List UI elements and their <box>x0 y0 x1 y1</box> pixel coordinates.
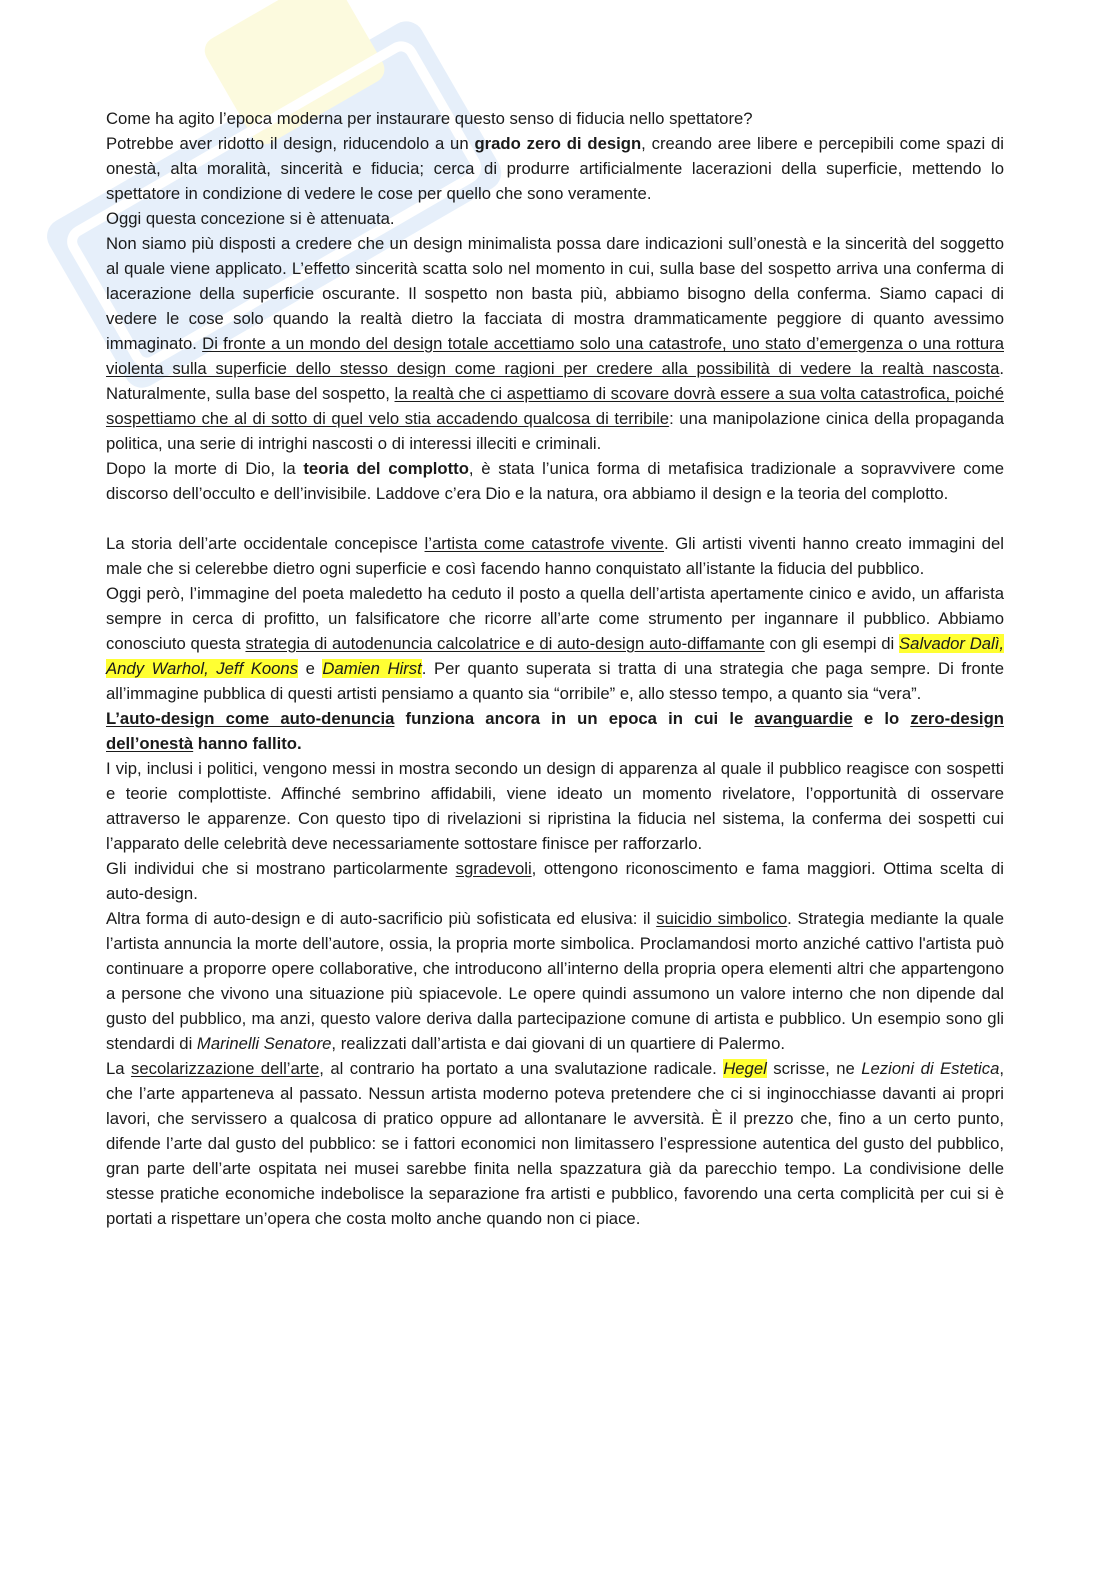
highlighted-name: Damien Hirst <box>322 659 422 678</box>
paragraph-1: Come ha agito l’epoca moderna per instaurare questo senso di fiducia nello spettatore? <box>106 109 753 128</box>
highlighted-names: Salvador Dalì, Andy Warhol, Jeff Koons <box>106 634 1005 678</box>
underlined-term: zero-design dell’onestà <box>106 709 1004 753</box>
paragraph-3: Oggi questa concezione si è attenuata. <box>106 209 395 228</box>
underlined-term: avanguardie <box>754 709 853 728</box>
underlined-term: suicidio simbolico <box>656 909 788 928</box>
paragraph-9: I vip, inclusi i politici, vengono messi in mostra secondo un design di apparenza al quale il pubblico reagisce con sospetti e teorie complottiste. Affinché sembrino affidabili, viene ideato un momento rivelatore, l’opportunità di osservare attraverso le apparenze. Con questo tipo di rivelazioni si ripristina la fiducia nel sistema, la conferma dei sospetti cui l’apparato delle celebrità deve necessariamente sottostare finisce per rafforzarlo. <box>106 759 1004 853</box>
highlighted-name: Hegel <box>723 1059 767 1078</box>
italic-title: Lezioni di Estetica <box>861 1059 1000 1078</box>
underlined-passage: strategia di autodenuncia calcolatrice e di auto-design auto-diffamante <box>245 634 765 653</box>
underlined-passage: l’artista come catastrofe vivente <box>424 534 665 553</box>
paragraph-11: Altra forma di auto-design e di auto-sacrificio più sofisticata ed elusiva: il suicidio simbolico. Strategia mediante la quale l’artista annuncia la morte dell’autore, ossia, la propria morte simbolica. Proclamandosi morto anziché cattivo l'artista può continuare a proporre opere collaborative, che introducono all’interno della propria opera elementi altri che appartengono a persone che vivono una situazione più spiacevole. Le opere quindi assumono un valore interno che non dipende dal gusto del pubblico, ma anzi, questo valore deriva dalla partecipazione comune di artista e pubblico. Un esempio sono gli stendardi di Marinelli Senatore, realizzati dall’artista e dai giovani di un quartiere di Palermo. <box>106 909 1005 1053</box>
bold-term: teoria del complotto <box>303 459 469 478</box>
underlined-term: sgradevoli <box>455 859 532 878</box>
paragraph-12: La secolarizzazione dell’arte, al contrario ha portato a una svalutazione radicale. Hegel scrisse, ne Lezioni di Estetica, che l’arte apparteneva al passato. Nessun artista moderno poteva pretendere che ci si inginocchiasse davanti ai propri lavori, che servissero a qualcosa di pratico oppure ad allontanare le avversità. È il prezzo che, fino a un certo punto, difende l’arte dal gusto del pubblico: se i fattori economici non limitassero l’espressione autentica del gusto del pubblico, gran parte dell’arte ospitata nei musei sarebbe finita nella spazzatura già da parecchio tempo. La condivisione delle stesse pratiche economiche indebolisce la separazione fra artisti e pubblico, favorendo una certa complicità per cui si è portati a rispettare un’opera che costa molto anche quando non ci piace. <box>106 1059 1004 1228</box>
paragraph-7: Oggi però, l’immagine del poeta maledetto ha ceduto il posto a quella dell’artista apertamente cinico e avido, un affarista sempre in cerca di profitto, un falsificatore che ricorre all’arte come strumento per ingannare il pubblico. Abbiamo conosciuto questa strategia di autodenuncia calcolatrice e di auto-design auto-diffamante con gli esempi di Salvador Dalì, Andy Warhol, Jeff Koons e Damien Hirst. Per quanto superata si tratta di una strategia che paga sempre. Di fronte all’immagine pubblica di questi artisti pensiamo a quanto sia “orribile” e, allo stesso tempo, a quanto sia “vera”. <box>106 584 1005 703</box>
paragraph-8: L’auto-design come auto-denuncia funziona ancora in un epoca in cui le avanguardie e lo zero-design dell’onestà hanno fallito. <box>106 709 1004 753</box>
document-body <box>106 106 1004 1231</box>
paragraph-6: La storia dell’arte occidentale concepisce l’artista come catastrofe vivente. Gli artisti viventi hanno creato immagini del male che si celerebbe dietro ogni superficie e così facendo hanno conquistato all’istante la fiducia del pubblico. <box>106 534 1004 578</box>
paragraph-2: Potrebbe aver ridotto il design, riducendolo a un grado zero di design, creando aree libere e percepibili come spazi di onestà, alta moralità, sincerità e fiducia; cerca di produrre artificialmente lacerazioni della superficie, mettendo lo spettatore in condizione di vedere le cose per quello che sono veramente. <box>106 134 1004 203</box>
paragraph-4: Non siamo più disposti a credere che un design minimalista possa dare indicazioni sull’onestà e la sincerità del soggetto al quale viene applicato. L’effetto sincerità scatta solo nel momento in cui, sulla base del sospetto arriva una conferma di lacerazione della superficie oscurante. Il sospetto non basta più, abbiamo bisogno della conferma. Siamo capaci di vedere le cose solo quando la realtà dietro la facciata di mostra drammaticamente peggiore di quanto avessimo immaginato. Di fronte a un mondo del design totale accettiamo solo una catastrofe, uno stato d’emergenza o una rottura violenta sulla superficie dello stesso design come ragioni per credere alla possibilità di vedere la realtà nascosta. Naturalmente, sulla base del sospetto, la realtà che ci aspettiamo di scovare dovrà essere a sua volta catastrofica, poiché sospettiamo che al di sotto di quel velo stia accadendo qualcosa di terribile: una manipolazione cinica della propaganda politica, una serie di intrighi nascosti o di interessi illeciti e criminali. <box>106 234 1004 453</box>
underlined-term: L’auto-design come auto-denuncia <box>106 709 395 728</box>
paragraph-5: Dopo la morte di Dio, la teoria del complotto, è stata l’unica forma di metafisica tradizionale a sopravvivere come discorso dell’occulto e dell’invisibile. Laddove c’era Dio e la natura, ora abbiamo il design e la teoria del complotto. <box>106 459 1004 503</box>
bold-term: grado zero di design <box>474 134 642 153</box>
italic-name: Marinelli Senatore <box>196 1034 332 1053</box>
paragraph-10: Gli individui che si mostrano particolarmente sgradevoli, ottengono riconoscimento e fama maggiori. Ottima scelta di auto-design. <box>106 859 1004 903</box>
underlined-term: secolarizzazione dell’arte <box>131 1059 320 1078</box>
underlined-passage: la realtà che ci aspettiamo di scovare dovrà essere a sua volta catastrofica, poiché sospettiamo che al di sotto di quel velo stia accadendo qualcosa di terribile <box>106 384 1004 428</box>
underlined-passage: Di fronte a un mondo del design totale accettiamo solo una catastrofe, uno stato d’emergenza o una rottura violenta sulla superficie dello stesso design come ragioni per credere alla possibilità di vedere la realtà nascosta <box>106 334 1004 378</box>
